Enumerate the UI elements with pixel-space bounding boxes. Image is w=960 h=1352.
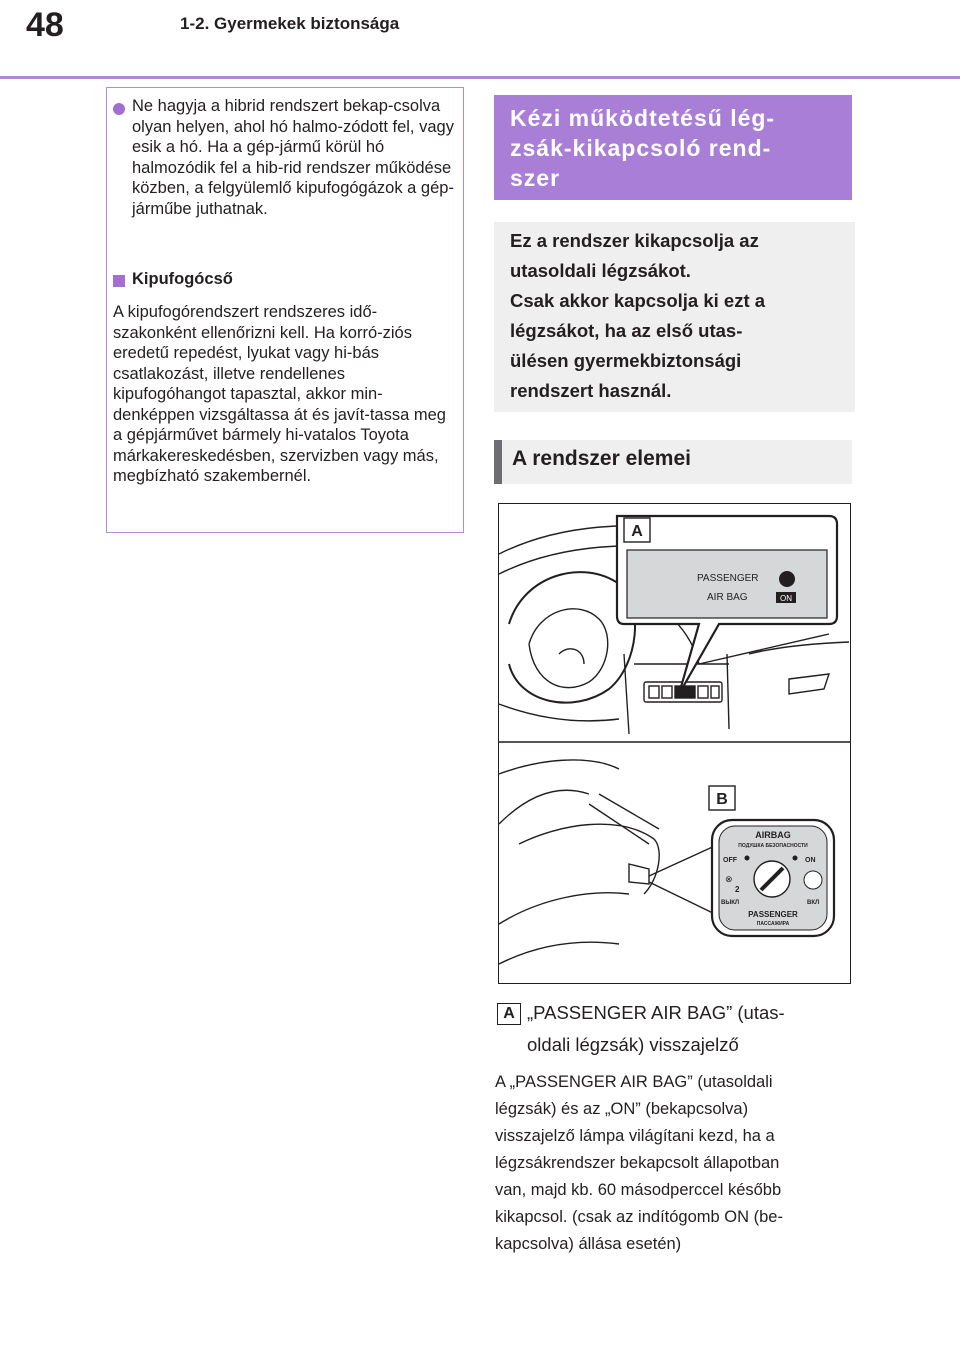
heading-line: Kézi működtetésű lég- (510, 105, 776, 131)
switch-off-label: OFF (723, 857, 737, 864)
switch-on-ru: ВКЛ (807, 900, 820, 906)
body-line: kikapcsol. (csak az indítógomb ON (be- (495, 1208, 783, 1226)
exhaust-subheading: Kipufogócső (132, 270, 233, 288)
body-line: légzsákrendszer bekapcsolt állapotban (495, 1154, 780, 1172)
airbag-indicator-icon (779, 571, 795, 587)
callout-label-a: A (631, 523, 643, 540)
switch-on-label: ON (805, 857, 816, 864)
indicator-on-text: ON (780, 594, 792, 603)
body-line: van, majd kb. 60 másodperccel később (495, 1181, 782, 1199)
body-line: légzsák) és az „ON” (bekapcsolva) (495, 1100, 749, 1118)
page-number: 48 (26, 6, 64, 44)
body-line: A „PASSENGER AIR BAG” (utasoldali (495, 1073, 773, 1091)
switch-title-ru: ПОДУШКА БЕЗОПАСНОСТИ (738, 843, 808, 849)
heading-line: szer (510, 165, 561, 191)
bullet-circle-icon (113, 103, 125, 115)
switch-num: 2 (735, 885, 740, 894)
snow-warning-text: Ne hagyja a hibrid rendszert bekap-csolva olyan helyen, ahol hó halmo-zódott fel, vagy esik a hó. Ha a gép-jármű körül hó halmozódik fel a hib-rid rendszer működése közben, a felgyülemlő kipufogógázok a gép-járműbe juthatnak. (132, 97, 454, 218)
indicator-description (495, 1069, 855, 1258)
square-bullet-icon (113, 275, 125, 287)
caption-a (527, 997, 847, 1061)
switch-passenger: PASSENGER (748, 910, 798, 919)
dashboard-drawing (499, 504, 851, 984)
summary-line: utasoldali légzsákot. (510, 260, 691, 281)
exhaust-paragraph: A kipufogórendszert rendszeres idő-szakonként ellenőrizni kell. Ha korró-ziós eredetű repedést, lyukat vagy hi-bás csatlakozást, illetve rendellenes kipufogóhangot tapasztal, akkor min-denképpen vizsgáltassa át és javít-tassa meg a gépjárművet bármely hi-vatalos Toyota márkakereskedésben, szervizben vagy más, megbízható szakembernél. (113, 303, 446, 485)
callout-label-b: B (716, 791, 728, 808)
components-section-title: A rendszer elemei (512, 447, 691, 470)
airbag-system-illustration (498, 503, 851, 984)
body-line: visszajelző lámpa világítani kezd, ha a (495, 1127, 775, 1145)
summary-line: rendszert használ. (510, 380, 672, 401)
summary-box (494, 222, 855, 412)
summary-line: ülésen gyermekbiztonsági (510, 350, 742, 371)
summary-line: Csak akkor kapcsolja ki ezt a (510, 290, 766, 311)
section-heading (494, 95, 852, 200)
airbag-on-icon (804, 871, 822, 889)
chapter-title: 1-2. Gyermekek biztonsága (180, 14, 400, 33)
caption-label-a: A (497, 1003, 521, 1025)
switch-off-ru: ВЫКЛ (721, 900, 740, 906)
heading-line: zsák-kikapcsoló rend- (510, 135, 772, 161)
caption-line: „PASSENGER AIR BAG” (utas- (527, 1002, 785, 1023)
summary-line: Ez a rendszer kikapcsolja az (510, 230, 759, 251)
components-section-accent (494, 440, 502, 484)
indicator-text-passenger: PASSENGER (697, 573, 759, 584)
airbag-off-icon: ⊗ (725, 874, 733, 884)
summary-line: légzsákot, ha az első utas- (510, 320, 743, 341)
switch-passenger-ru: ПАССАЖИРА (756, 921, 790, 927)
caption-line: oldali légzsák) visszajelző (527, 1034, 739, 1055)
header-rule (0, 76, 960, 79)
indicator-text-airbag: AIR BAG (707, 592, 748, 603)
body-line: kapcsolva) állása esetén) (495, 1235, 682, 1253)
switch-title: AIRBAG (755, 830, 791, 840)
